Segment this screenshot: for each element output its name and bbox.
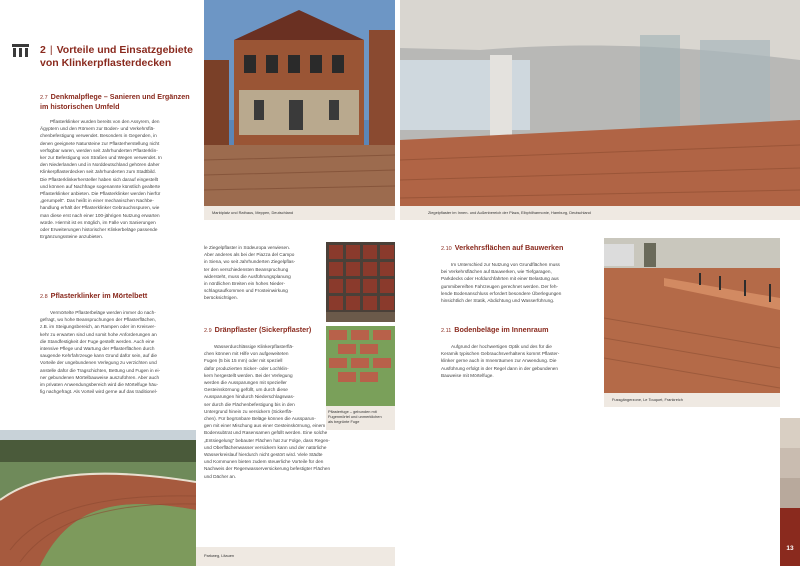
text-line: Vorteile der ungebundenen Verlegung zu verzichten und <box>40 360 157 366</box>
fussgaengerzone-photo <box>604 238 780 393</box>
text-line: Im Unterschied zur Nutzung von Grundflächen muss <box>451 262 560 267</box>
text-line: ker zur Befestigung von Straßen und Wegen verwendet. In <box>40 155 162 161</box>
section-2-10-title: Verkehrsflächen auf Bauwerken <box>454 243 564 252</box>
rathaus-caption: Marktplatz und Rathaus, Meppen, Deutschland <box>212 210 294 215</box>
text-line: die Standfestigkeit der Fuge gestellt werden. Auch eine <box>40 338 155 344</box>
text-line: ter den verschiedensten Beanspruchung <box>204 266 289 272</box>
text-line: im privaten Anwendungsbereich wird die Mörtelfuge häu- <box>40 382 159 388</box>
section-2-8-body <box>40 309 198 395</box>
text-line: und können auf Nachfrage sogenannte künstlich gealterte <box>40 183 161 189</box>
parkweg-caption-box <box>196 547 395 566</box>
section-2-8-title: Pflasterklinker im Mörtelbett <box>50 291 148 300</box>
fugen-caption-line1: Pflasterfuge – gebunden mit <box>328 409 377 414</box>
side-tab-3 <box>780 478 800 508</box>
text-line: Gesteinskörnung gefüllt, um durch diese <box>204 387 288 393</box>
text-line: Fugen (5 bis 15 mm) oder mit speziell <box>204 358 283 364</box>
text-line: ner gebundenen Mörtelbauweise auszuführen. Aber auch <box>40 374 160 380</box>
text-line: widersteht, muss die Ausführungsplanung <box>204 273 291 279</box>
text-line: z.B. im Steigungsbereich, an Rampen oder im Kreisver- <box>40 324 156 330</box>
section-2-11-number: 2.11 <box>441 328 452 334</box>
title-line-1: Vorteile und Einsatzgebiete <box>56 44 193 56</box>
rasenfuge-photo <box>326 326 395 406</box>
text-line: Wasserdurchlässige Klinkerpflasterflä- <box>214 344 294 349</box>
text-line: Aufgrund der hochwertigen Optik und des für die <box>451 344 552 349</box>
text-line: den Niederlanden und in Norddeutschland gehören daher <box>40 162 160 168</box>
section-2-8-heading <box>40 292 205 302</box>
fugen-caption <box>326 406 395 427</box>
side-tab-active <box>780 508 800 566</box>
text-line: und Oberflächenwasser versickern kann und der natürliche <box>204 444 327 450</box>
chapter-number: 2 <box>40 44 46 56</box>
text-line: Ergänzungssteine anzubieten. <box>40 234 104 240</box>
text-line: Wasserkreislauf hierdurch nicht gestört wird. Viele Städte <box>204 452 323 458</box>
text-line: und Kommunen bieten zudem steuerliche Vorteile für den <box>204 459 324 465</box>
chapter-separator: | <box>49 44 53 56</box>
section-2-9-number: 2.9 <box>204 328 212 334</box>
text-line: würde. Hiermit ist es möglich, im Falle von Sanierungen <box>40 219 156 225</box>
plaza-caption: Ziegelpflaster im Innen- und Außenbereich der Plaza, Elbphilharmonie, Hamburg, Deutschland <box>428 210 591 215</box>
page-title <box>40 44 200 69</box>
plaza-caption-box <box>400 206 800 220</box>
section-2-9-body-narrow <box>204 343 321 415</box>
section-2-9-title: Dränpflaster (Sickerpflaster) <box>214 325 312 334</box>
text-line: „gerumpelt“. Das heißt in einer mechanischen Nachbe- <box>40 198 154 204</box>
text-line: le Ziegelpflaster in Südeuropa verwiesen. <box>204 245 290 250</box>
text-line: Pflasterklinker wurden bereits von den Assyrern, den <box>50 119 160 124</box>
text-line: gummibereiften Fahrzeugen gerechnet werden. Der feh- <box>441 283 558 289</box>
text-line: Klinkerpflasterdecken seit Jahrhunderten zum Stadtbild. <box>40 169 156 175</box>
text-line: „Entsiegelung“ bebauter Flächen hat zur Folge, dass Regen- <box>204 437 330 443</box>
fugen-caption-box <box>326 406 395 430</box>
section-2-7-body <box>40 118 198 240</box>
section-2-10-heading <box>441 244 591 254</box>
rathaus-caption-box <box>204 206 395 220</box>
text-line: Die Pflasterklinkerhersteller haben sich darauf eingestellt <box>40 176 159 182</box>
plaza-photo <box>400 0 800 206</box>
text-line: in nördlichen Breiten ein hohes Nieder- <box>204 281 286 287</box>
text-line: hinsichtlich der Statik, Abdichtung und Wasserführung. <box>441 298 555 304</box>
text-line: Ägyptern und den Römern zur Boden- und Verkehrsflä- <box>40 126 155 132</box>
text-line: man diese erst nach einer 100-jährigen Nutzung erwarten <box>40 212 160 218</box>
parkweg-photo <box>0 430 196 566</box>
section-2-7-title-line1: Denkmalpflege – Sanieren und Ergänzen <box>50 92 190 101</box>
text-line: intensive Pflege und Wartung der Pflasterflächen durch <box>40 346 155 352</box>
text-line: gefragt, wo hohe Beanspruchungen der Pflasterflächen, <box>40 317 156 323</box>
fugen-caption-line2: Fugenmörtel und unmerklichen <box>328 414 382 419</box>
section-2-10-number: 2.10 <box>441 246 452 252</box>
text-line: kern hergestellt werden. Bei der Verlegung <box>204 372 293 378</box>
text-line: fig nachgefragt. Als Vorteil wird gerne auf das traditionel- <box>40 389 158 395</box>
text-line: kehr zu erwarten sind und somit hohe Anforderungen an <box>40 331 157 337</box>
sickerpflaster-photo <box>326 242 395 322</box>
text-line: gen mit einer Mischung aus einer Gesteinskörnung, einem <box>204 423 326 429</box>
text-line: Parkdecks oder Hofdurchfahrten mit einer Belastung aus <box>441 276 559 282</box>
section-2-10-body <box>441 261 589 304</box>
text-line: Keramik typischen Gebrauchsverhaltens kommt Pflaster- <box>441 351 560 357</box>
text-line: Untergrund hinein zu versickern (Sickerflä- <box>204 408 293 414</box>
fugen-caption-line3: als begrünte Fuge <box>328 419 360 424</box>
title-line-2: von Klinkerpflasterdecken <box>40 56 172 69</box>
text-line: chenbefestigung verwendet. Besonders in Gegenden, in <box>40 133 157 139</box>
side-tab-2 <box>780 448 800 478</box>
text-line: anstelle dafür die Tragschichten, Bettung und Fugen in ei- <box>40 367 161 373</box>
text-line: handlung erhält der Pflasterklinker Gebrauchsspuren, wie <box>40 205 160 211</box>
text-line: und Dächer an. <box>204 473 237 479</box>
rathaus-photo <box>204 0 395 206</box>
page-number: 13 <box>786 545 794 552</box>
text-line: Aber anderes als bei der Piazza del Campo <box>204 252 295 258</box>
text-line: ser durch die Flächenbefestigung bis in den <box>204 401 295 407</box>
text-line: Bodensubtrat und Rasensamen gefüllt werden. Eine solche <box>204 430 328 436</box>
text-line: oder Erweiterungen historischer Klinkerbeläge passende <box>40 227 158 233</box>
text-line: denen geeignete Natursteine zur Pflasterherstellung nicht <box>40 140 160 146</box>
text-line: verfügbar waren, werden seit Jahrhunderten Pflasterklin- <box>40 147 158 153</box>
text-line: in Siena, wo seit Jahrhunderten Ziegelpflas- <box>204 259 296 265</box>
fussgaengerzone-caption-box <box>604 393 780 407</box>
section-2-7-heading <box>40 93 205 111</box>
section-2-11-body <box>441 343 589 379</box>
text-line: Vermörtelte Pflasterbeläge werden immer do nach- <box>50 310 156 315</box>
section-2-8-number: 2.8 <box>40 294 48 300</box>
text-line: dafür produzierten Sicker- oder Lochklin- <box>204 365 289 371</box>
text-line: werden die Aussparungen mit spezieller <box>204 380 287 386</box>
text-line: Nachweis der Regenwasserversickerung befestigter Flächen <box>204 466 331 472</box>
section-2-9-heading <box>204 326 329 336</box>
section-2-7-number: 2.7 <box>40 95 48 101</box>
text-line: Aussparungen hindurch Niederschlagswas- <box>204 394 295 400</box>
middle-intro-text <box>204 244 321 302</box>
section-2-7-title-line2: im historischen Umfeld <box>40 101 120 111</box>
parkweg-caption: Parkweg, Litauen <box>204 553 235 558</box>
text-line: bei Verkehrsflächen auf Bauwerken, wie Tiefgaragen, <box>441 269 552 275</box>
section-2-11-title: Bodenbeläge im Innenraum <box>454 325 549 334</box>
side-tab-1 <box>780 418 800 448</box>
text-line: schlagsaufkommen und Frosteinwirkung <box>204 288 288 294</box>
text-line: Bauweise mit Mörtelfuge. <box>441 372 494 378</box>
text-line: berücksichtigen. <box>204 295 238 301</box>
text-line: chen können mit Hilfe von aufgeweiteten <box>204 351 289 357</box>
text-line: lende Bodenanschluss erfordert besondere Überlegungen <box>441 290 562 296</box>
chapter-icon <box>12 44 29 58</box>
fussgaengerzone-caption: Fussgängerzone, Le Touquet, Frankreich <box>612 397 683 402</box>
text-line: chen). Für begrünbare Beläge können die Aussparun- <box>204 416 316 421</box>
text-line: Ausführung erfolgt in der Regel dann in der gebundenen <box>441 365 559 371</box>
section-2-11-heading <box>441 326 591 336</box>
text-line: saugende Kehrfahrzeuge kann Grund dafür sein, auf die <box>40 353 158 359</box>
text-line: Pflasterklinker anbieten. Die Pflasterklinker werden hierfür <box>40 191 161 197</box>
text-line: klinker gerne auch in Innenräumen zur Anwendung. Die <box>441 358 557 364</box>
